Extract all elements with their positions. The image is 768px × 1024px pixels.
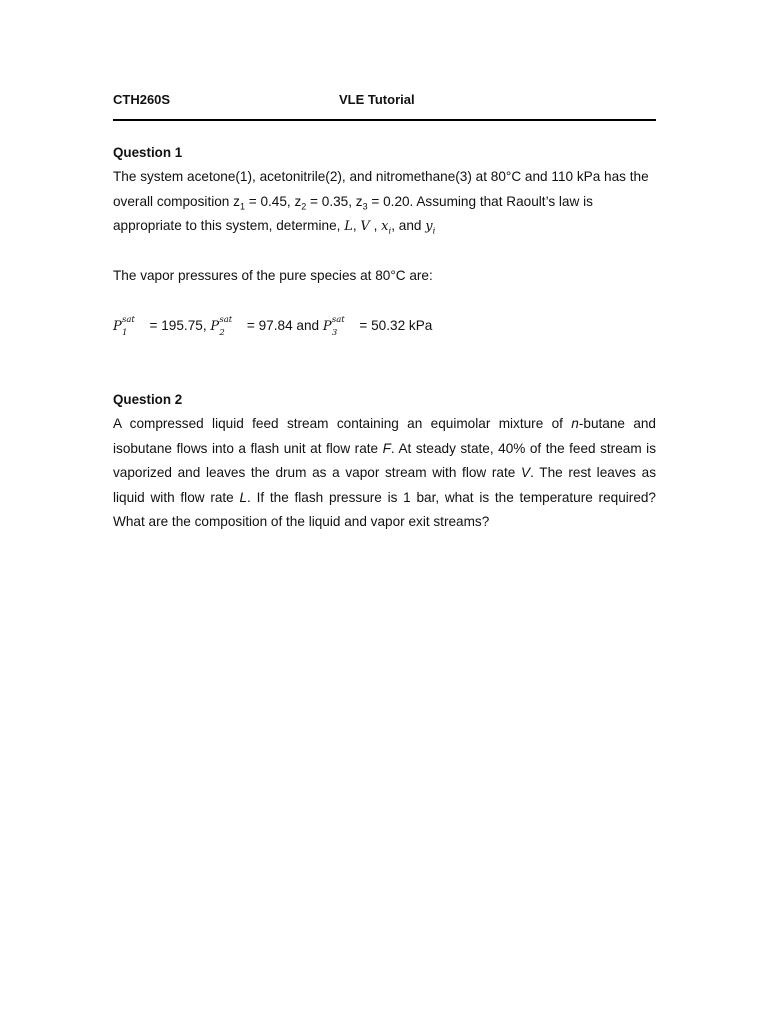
question-2-title: Question 2 bbox=[113, 392, 183, 407]
p2-sat: P sat 2 bbox=[210, 315, 233, 338]
vapor-pressure-intro: The vapor pressures of the pure species at 80°C are: bbox=[113, 268, 433, 283]
page-header bbox=[113, 92, 656, 112]
question-1-statement: The system acetone(1), acetonitrile(2), and nitromethane(3) at 80°C and 110 kPa has the overall composition $z_1 = 0.45$, $z_2 = 0.35$, $z_3 = 0.20$. Assuming that Raoult’s law is appropriate to this system, determine, L, V , $x_i$, and $y_i$ bbox=[113, 169, 649, 237]
document-title: VLE Tutorial bbox=[339, 92, 415, 107]
question-1 bbox=[113, 141, 656, 240]
var-V: V bbox=[360, 219, 370, 235]
vapor-pressure-values: P sat 1 = 195.75, P sat 2 = 97.84 and P sat 3 = 50.32 kPa bbox=[113, 315, 433, 338]
var-L: L bbox=[344, 219, 353, 235]
question-1-title: Question 1 bbox=[113, 145, 183, 160]
p3-sat: P sat 3 bbox=[322, 315, 345, 338]
p1-sat: P sat 1 bbox=[113, 315, 135, 338]
var-y-i: $y_i$ bbox=[425, 219, 436, 237]
question-2-statement: A compressed liquid feed stream containing an equimolar mixture of n-butane and isobutane flows into a flash unit at flow rate F. At steady state, 40% of the feed stream is vaporized and leaves the drum as a vapor stream with flow rate V. The rest leaves as liquid with flow rate L. If the flash pressure is 1 bar, what is the temperature required? What are the composition of the liquid and vapor exit streams? bbox=[113, 416, 656, 530]
question-2 bbox=[113, 388, 656, 534]
header-divider bbox=[113, 119, 656, 121]
course-code: CTH260S bbox=[113, 92, 171, 107]
var-x-i: $x_i$ bbox=[381, 219, 392, 237]
